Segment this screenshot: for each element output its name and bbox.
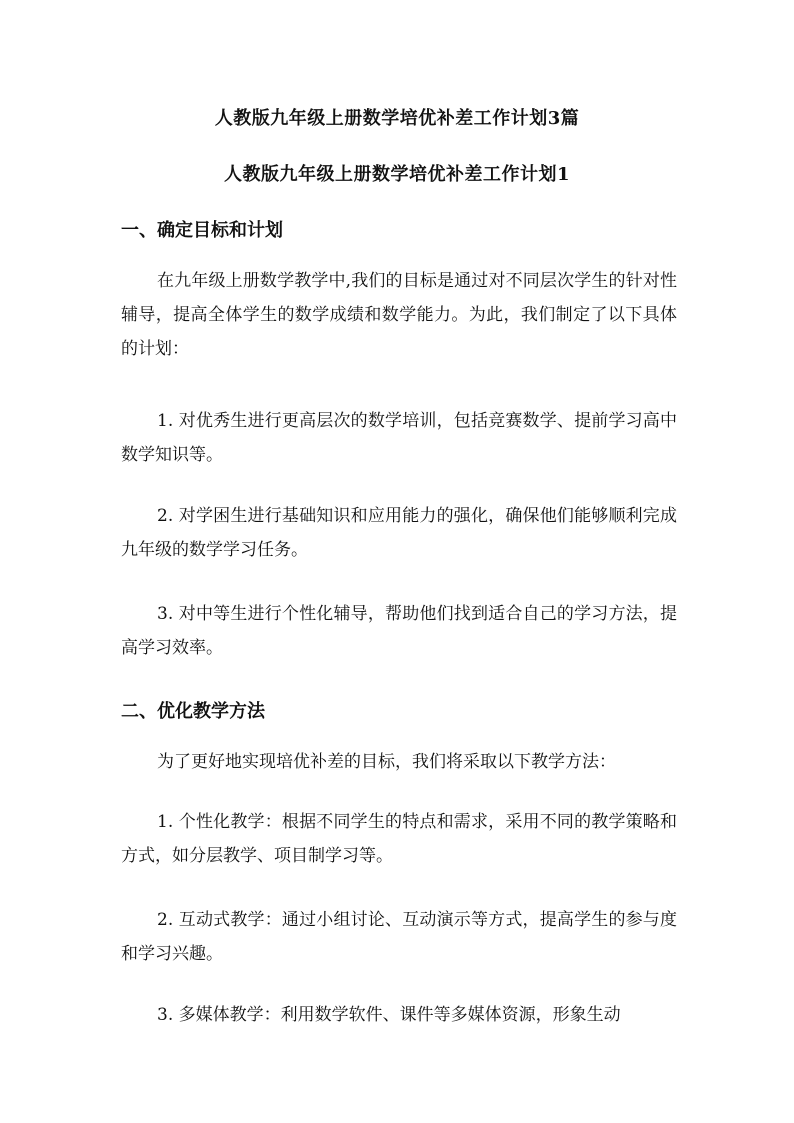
paragraph-methods-intro: 为了更好地实现培优补差的目标，我们将采取以下教学方法： <box>157 752 616 772</box>
paragraph-methods-item-2: 2. 互动式教学：通过小组讨论、互动演示等方式，提高学生的参与度和学习兴趣。 <box>121 910 677 964</box>
paragraph-goals-intro: 在九年级上册数学教学中,我们的目标是通过对不同层次学生的针对性辅导，提高全体学生的数学成绩和数学能力。为此，我们制定了以下具体的计划： <box>121 271 677 359</box>
section-heading-methods: 二、优化教学方法 <box>121 701 265 722</box>
paragraph-goals-item-2: 2. 对学困生进行基础知识和应用能力的强化，确保他们能够顺利完成九年级的数学学习任务。 <box>121 506 677 560</box>
section-heading-goals: 一、确定目标和计划 <box>121 220 283 241</box>
paragraph-goals-item-3: 3. 对中等生进行个性化辅导，帮助他们找到适合自己的学习方法，提高学习效率。 <box>121 604 677 658</box>
document-sub-title: 人教版九年级上册数学培优补差工作计划1 <box>223 164 571 185</box>
document-main-title: 人教版九年级上册数学培优补差工作计划3篇 <box>214 108 580 129</box>
paragraph-methods-item-1: 1. 个性化教学：根据不同学生的特点和需求，采用不同的教学策略和方式，如分层教学、项目制学习等。 <box>121 812 677 866</box>
paragraph-goals-item-1: 1. 对优秀生进行更高层次的数学培训，包括竞赛数学、提前学习高中数学知识等。 <box>121 411 677 465</box>
paragraph-methods-item-3: 3. 多媒体教学：利用数学软件、课件等多媒体资源，形象生动 <box>157 1005 621 1025</box>
